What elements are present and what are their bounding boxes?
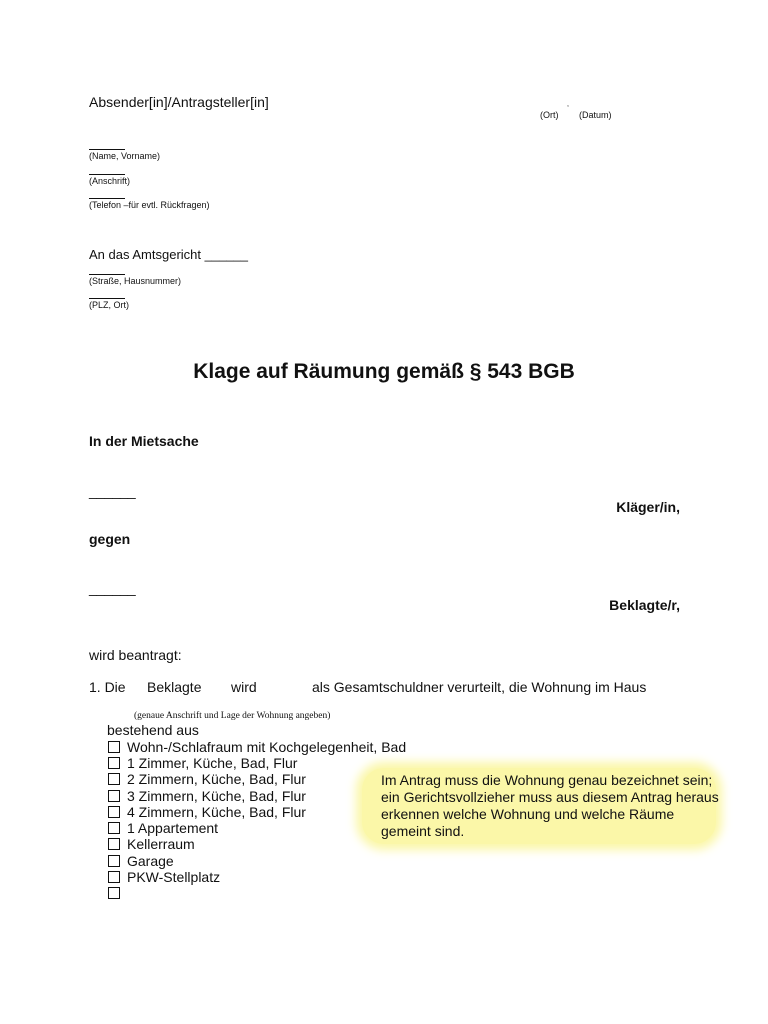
checkbox[interactable] <box>108 855 120 867</box>
checkbox[interactable] <box>108 887 120 899</box>
address-hint: (genaue Anschrift und Lage der Wohnung angeben) <box>134 711 331 721</box>
checkbox[interactable] <box>108 871 120 883</box>
option-label: 1 Appartement <box>127 820 219 836</box>
option-row-other[interactable] <box>108 885 127 901</box>
page-title: Klage auf Räumung gemäß § 543 BGB <box>193 360 575 383</box>
plaintiff-label: Kläger/in, <box>616 499 680 515</box>
address-label: (Anschrift) <box>89 176 131 186</box>
street-line <box>89 274 125 275</box>
motion-word-wird: wird <box>231 679 257 695</box>
checkbox[interactable] <box>108 773 120 785</box>
sender-heading: Absender[in]/Antragsteller[in] <box>89 94 269 110</box>
motion-intro: wird beantragt: <box>89 647 182 663</box>
option-label: 1 Zimmer, Küche, Bad, Flur <box>127 755 298 771</box>
date-label: (Datum) <box>579 110 612 120</box>
court-heading: An das Amtsgericht ______ <box>89 247 248 262</box>
option-row-1-room[interactable] <box>108 755 297 771</box>
place-label: (Ort) <box>540 110 559 120</box>
option-label: Kellerraum <box>127 836 195 852</box>
checkbox[interactable] <box>108 741 120 753</box>
option-label: Wohn-/Schlafraum mit Kochgelegenheit, Bad <box>127 739 407 755</box>
motion-item-number: 1. Die <box>89 679 126 695</box>
consisting-of-label: bestehend aus <box>107 722 199 738</box>
checkbox[interactable] <box>108 822 120 834</box>
place-date-comma: , <box>567 101 569 108</box>
option-row-parking[interactable] <box>108 869 220 885</box>
checkbox[interactable] <box>108 806 120 818</box>
subject-heading: In der Mietsache <box>89 433 199 449</box>
motion-word-beklagte: Beklagte <box>147 679 202 695</box>
checkbox[interactable] <box>108 790 120 802</box>
option-row-apartment[interactable] <box>108 820 218 836</box>
option-row-3-rooms[interactable] <box>108 788 306 804</box>
option-row-4-rooms[interactable] <box>108 804 306 820</box>
option-label: 2 Zimmern, Küche, Bad, Flur <box>127 771 306 787</box>
checkbox[interactable] <box>108 757 120 769</box>
against-label: gegen <box>89 531 131 547</box>
city-line <box>89 298 125 299</box>
checkbox[interactable] <box>108 838 120 850</box>
defendant-label: Beklagte/r, <box>609 597 680 613</box>
name-line <box>89 149 125 150</box>
city-label: (PLZ, Ort) <box>89 300 129 310</box>
option-row-cellar[interactable] <box>108 836 195 852</box>
option-label: PKW-Stellplatz <box>127 869 221 885</box>
option-row-2-rooms[interactable] <box>108 771 306 787</box>
option-label: Garage <box>127 853 174 869</box>
option-label: 3 Zimmern, Küche, Bad, Flur <box>127 788 306 804</box>
street-label: (Straße, Hausnummer) <box>89 276 182 286</box>
phone-label: (Telefon –für evtl. Rückfragen) <box>89 200 210 210</box>
phone-line <box>89 198 125 199</box>
plaintiff-blank: ______ <box>89 483 136 499</box>
annotation-text: Im Antrag muss die Wohnung genau bezeichnet sein; ein Gerichtsvollzieher muss aus diesem Antrag heraus erkennen welche Wohnung und welche Räume gemeint sind. <box>381 772 719 839</box>
option-label: 4 Zimmern, Küche, Bad, Flur <box>127 804 306 820</box>
address-line <box>89 174 125 175</box>
option-row-garage[interactable] <box>108 853 174 869</box>
option-row-studio[interactable] <box>108 739 406 755</box>
defendant-blank: ______ <box>89 580 136 596</box>
name-label: (Name, Vorname) <box>89 151 161 161</box>
motion-text: als Gesamtschuldner verurteilt, die Wohnung im Haus <box>312 679 647 695</box>
